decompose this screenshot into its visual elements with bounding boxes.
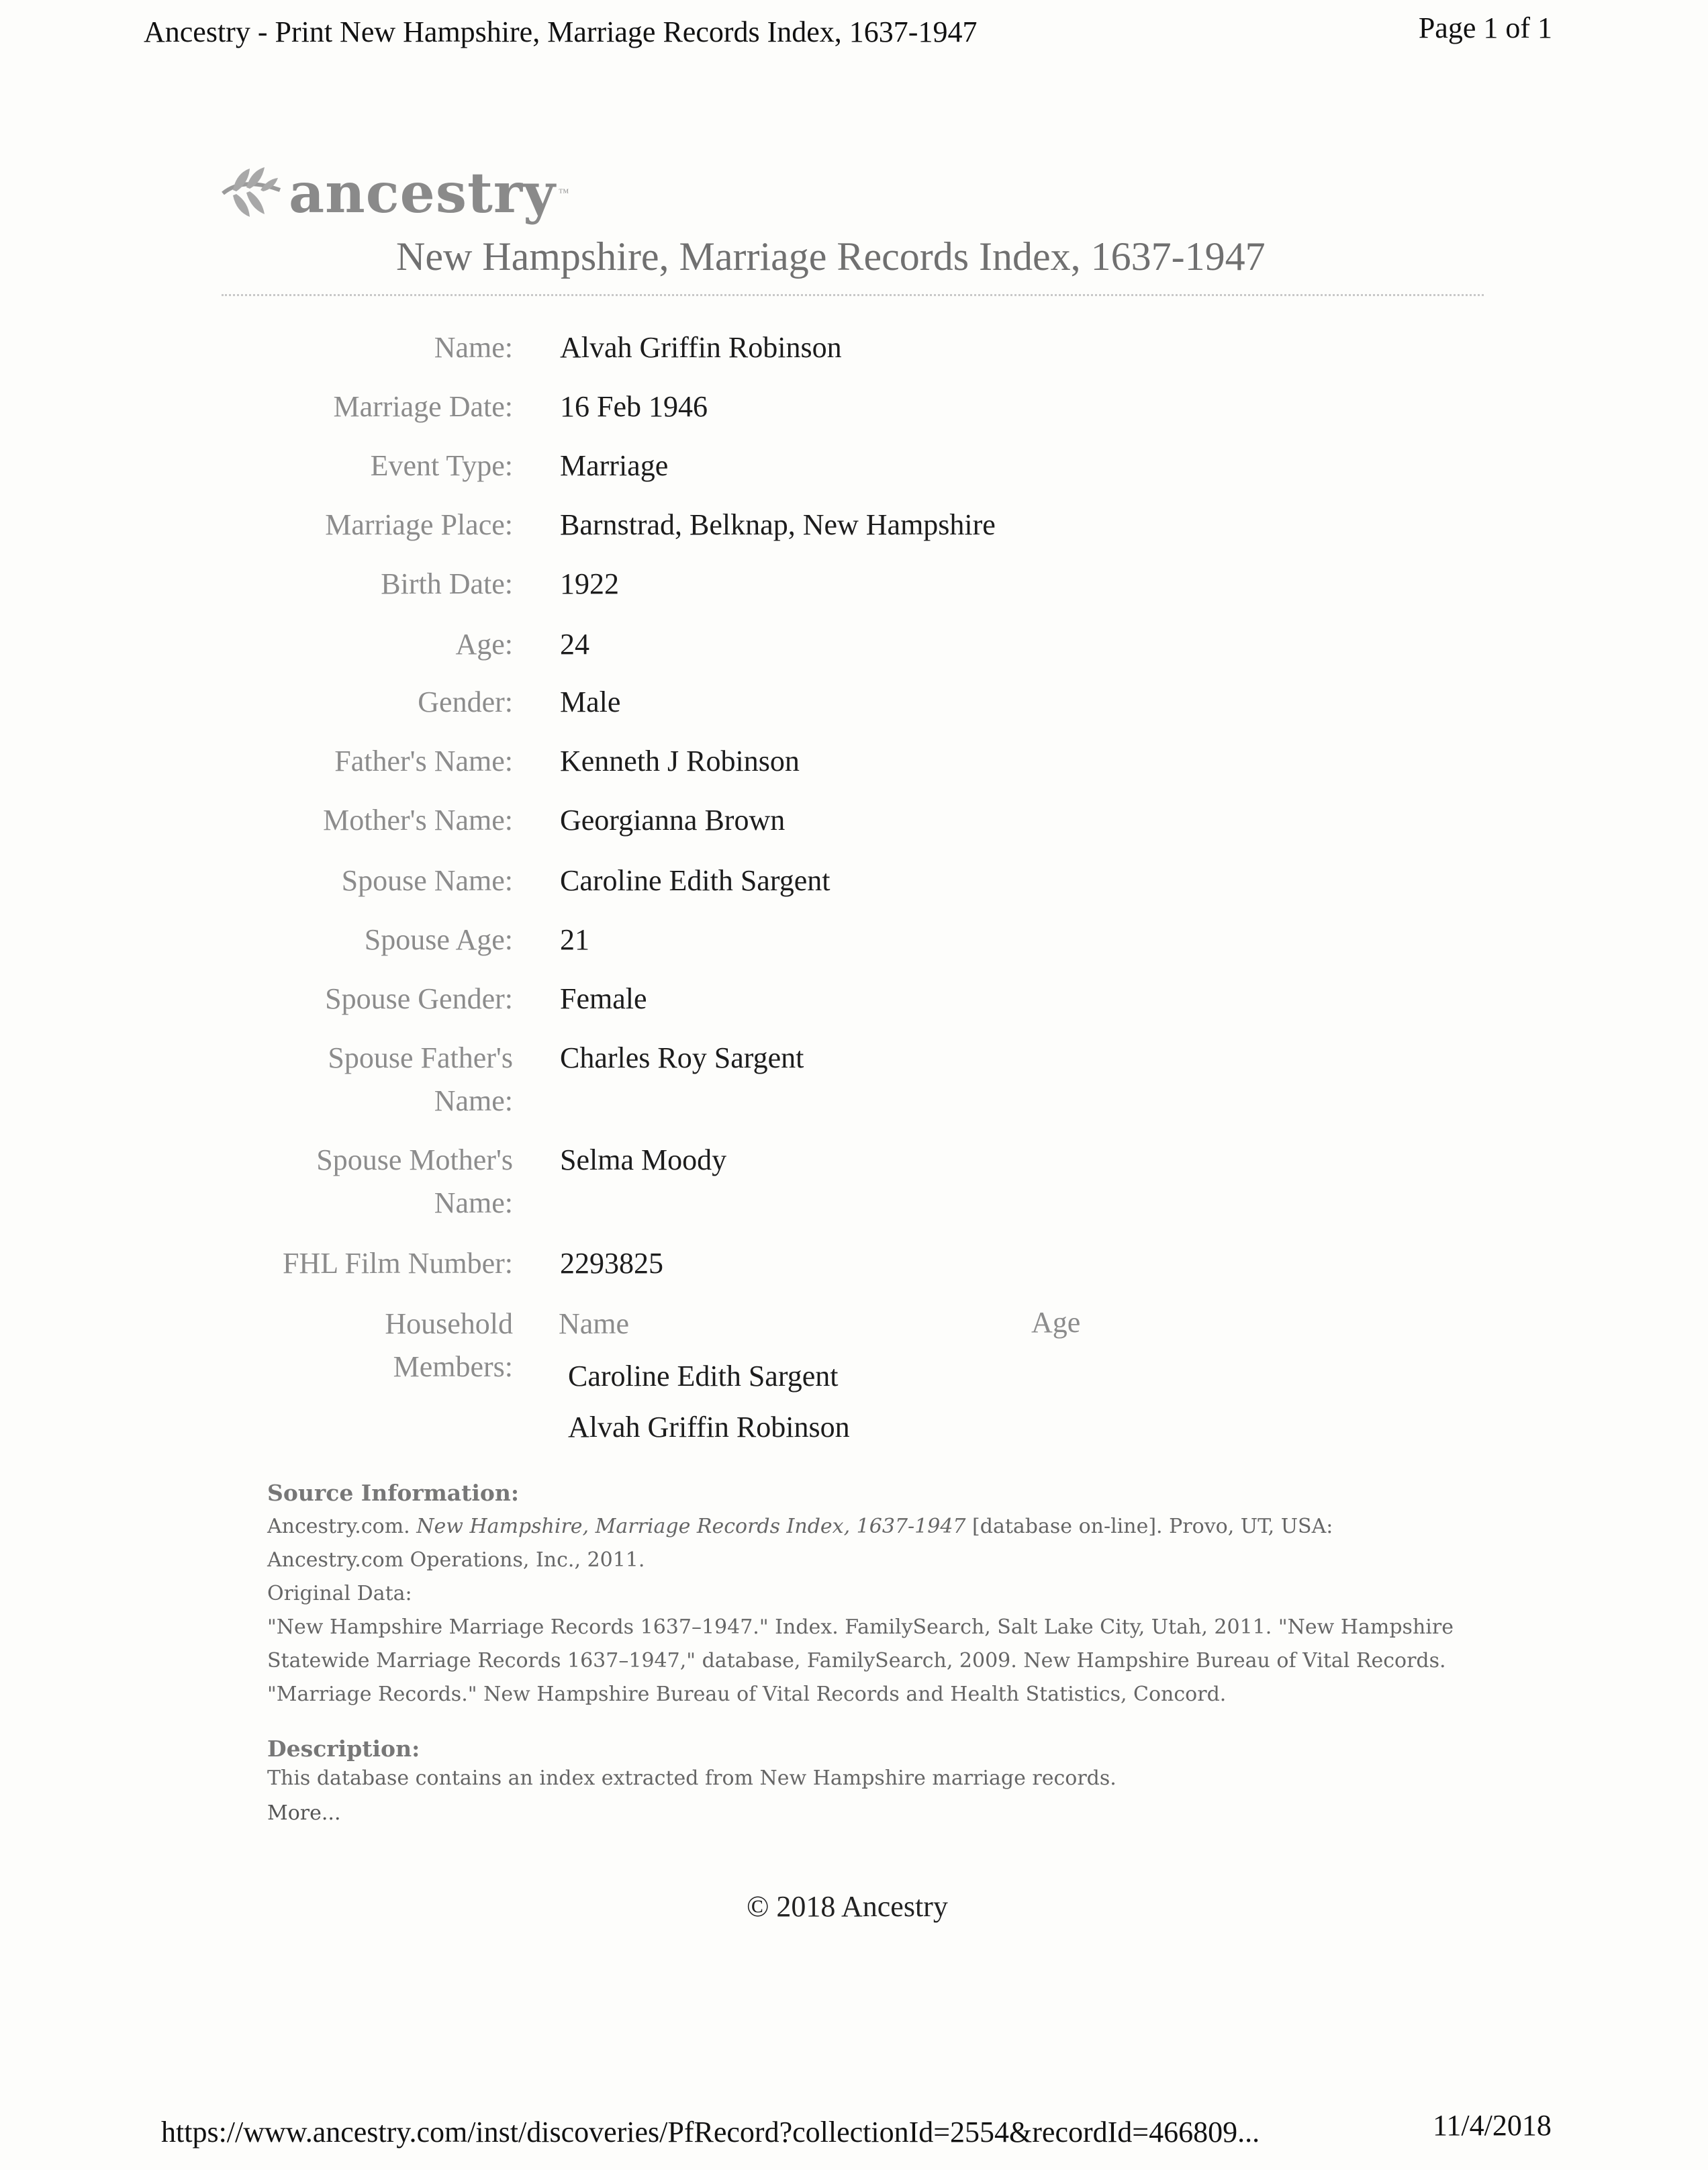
field-value-spouse-fathers-name: Charles Roy Sargent: [560, 1041, 804, 1074]
field-label-spouse-gender: Spouse Gender:: [325, 982, 513, 1015]
source-suffix: [database on-line]. Provo, UT, USA:: [965, 1515, 1333, 1538]
field-label-spouse-fathers-name: [328, 1037, 513, 1123]
field-label-fathers-name: Father's Name:: [334, 745, 513, 777]
description-text: This database contains an index extracted from New Hampshire marriage records.: [267, 1766, 1117, 1790]
field-value-spouse-age: 21: [560, 923, 589, 956]
print-header-page-number: Page 1 of 1: [1418, 11, 1552, 44]
label-line: Household: [385, 1307, 513, 1340]
label-line: Spouse Mother's: [316, 1143, 513, 1176]
description-heading: Description:: [267, 1736, 420, 1762]
source-database-title: New Hampshire, Marriage Records Index, 1637-1947: [416, 1515, 966, 1538]
field-value-fathers-name: Kenneth J Robinson: [560, 745, 800, 777]
label-line: Members:: [393, 1350, 513, 1383]
field-label-spouse-age: Spouse Age:: [364, 923, 513, 956]
field-value-marriage-date: 16 Feb 1946: [560, 390, 708, 423]
title-divider: [222, 294, 1484, 296]
original-data-line: "Marriage Records." New Hampshire Bureau of Vital Records and Health Statistics, Concord.: [267, 1683, 1227, 1706]
source-information: [267, 1480, 1454, 1832]
more-link[interactable]: More...: [267, 1801, 341, 1825]
field-label-mothers-name: Mother's Name:: [323, 804, 513, 837]
source-heading: Source Information:: [267, 1480, 520, 1506]
household-member-name: Alvah Griffin Robinson: [568, 1411, 850, 1444]
original-data-line: Statewide Marriage Records 1637–1947," database, FamilySearch, 2009. New Hampshire Bureau of Vital Records.: [267, 1649, 1446, 1672]
household-member-name: Caroline Edith Sargent: [568, 1360, 839, 1393]
field-label-birth-date: Birth Date:: [381, 567, 513, 600]
field-value-event-type: Marriage: [560, 449, 669, 482]
field-value-birth-date: 1922: [560, 567, 619, 600]
leaf-icon: [216, 163, 283, 224]
field-value-gender: Male: [560, 686, 621, 718]
print-footer-url: https://www.ancestry.com/inst/discoveries/PfRecord?collectionId=2554&recordId=466809...: [161, 2116, 1260, 2149]
label-line: Name:: [434, 1186, 513, 1219]
field-value-spouse-gender: Female: [560, 982, 647, 1015]
field-value-marriage-place: Barnstrad, Belknap, New Hampshire: [560, 508, 996, 541]
logo-wordmark: ancestry: [289, 161, 556, 226]
household-col-name: Name: [559, 1307, 630, 1340]
ancestry-logo: [216, 160, 569, 227]
source-citation-line: [267, 1510, 1449, 1544]
field-value-age: 24: [560, 628, 589, 661]
field-value-mothers-name: Georgianna Brown: [560, 804, 786, 837]
field-label-marriage-date: Marriage Date:: [333, 390, 513, 423]
copyright-notice: © 2018 Ancestry: [747, 1890, 948, 1923]
original-data-line: "New Hampshire Marriage Records 1637–1947." Index. FamilySearch, Salt Lake City, Utah, 2011. "New Hampshire: [267, 1615, 1454, 1639]
original-data-label: Original Data:: [267, 1582, 412, 1605]
field-label-fhl-film-number: FHL Film Number:: [282, 1247, 513, 1280]
label-line: Spouse Father's: [328, 1041, 513, 1074]
field-label-name: Name:: [434, 331, 513, 364]
field-label-age: Age:: [455, 628, 513, 661]
label-line: Name:: [434, 1084, 513, 1117]
collection-title: New Hampshire, Marriage Records Index, 1637-1947: [396, 234, 1266, 279]
field-label-event-type: Event Type:: [370, 449, 513, 482]
print-header-title: Ancestry - Print New Hampshire, Marriage Records Index, 1637-1947: [144, 15, 978, 48]
field-value-spouse-mothers-name: Selma Moody: [560, 1143, 727, 1176]
field-label-gender: Gender:: [418, 686, 513, 718]
field-label-spouse-name: Spouse Name:: [341, 864, 513, 897]
field-value-spouse-name: Caroline Edith Sargent: [560, 864, 831, 897]
field-value-fhl-film-number: 2293825: [560, 1247, 663, 1280]
field-label-household-members: [385, 1303, 513, 1388]
source-publisher: Ancestry.com Operations, Inc., 2011.: [267, 1548, 645, 1572]
print-footer-date: 11/4/2018: [1433, 2109, 1552, 2142]
source-prefix: Ancestry.com.: [267, 1515, 417, 1538]
field-value-name: Alvah Griffin Robinson: [560, 331, 842, 364]
household-col-age: Age: [1031, 1306, 1081, 1339]
field-label-spouse-mothers-name: [316, 1139, 513, 1225]
trademark-mark: ™: [558, 187, 569, 199]
field-label-marriage-place: Marriage Place:: [325, 508, 513, 541]
